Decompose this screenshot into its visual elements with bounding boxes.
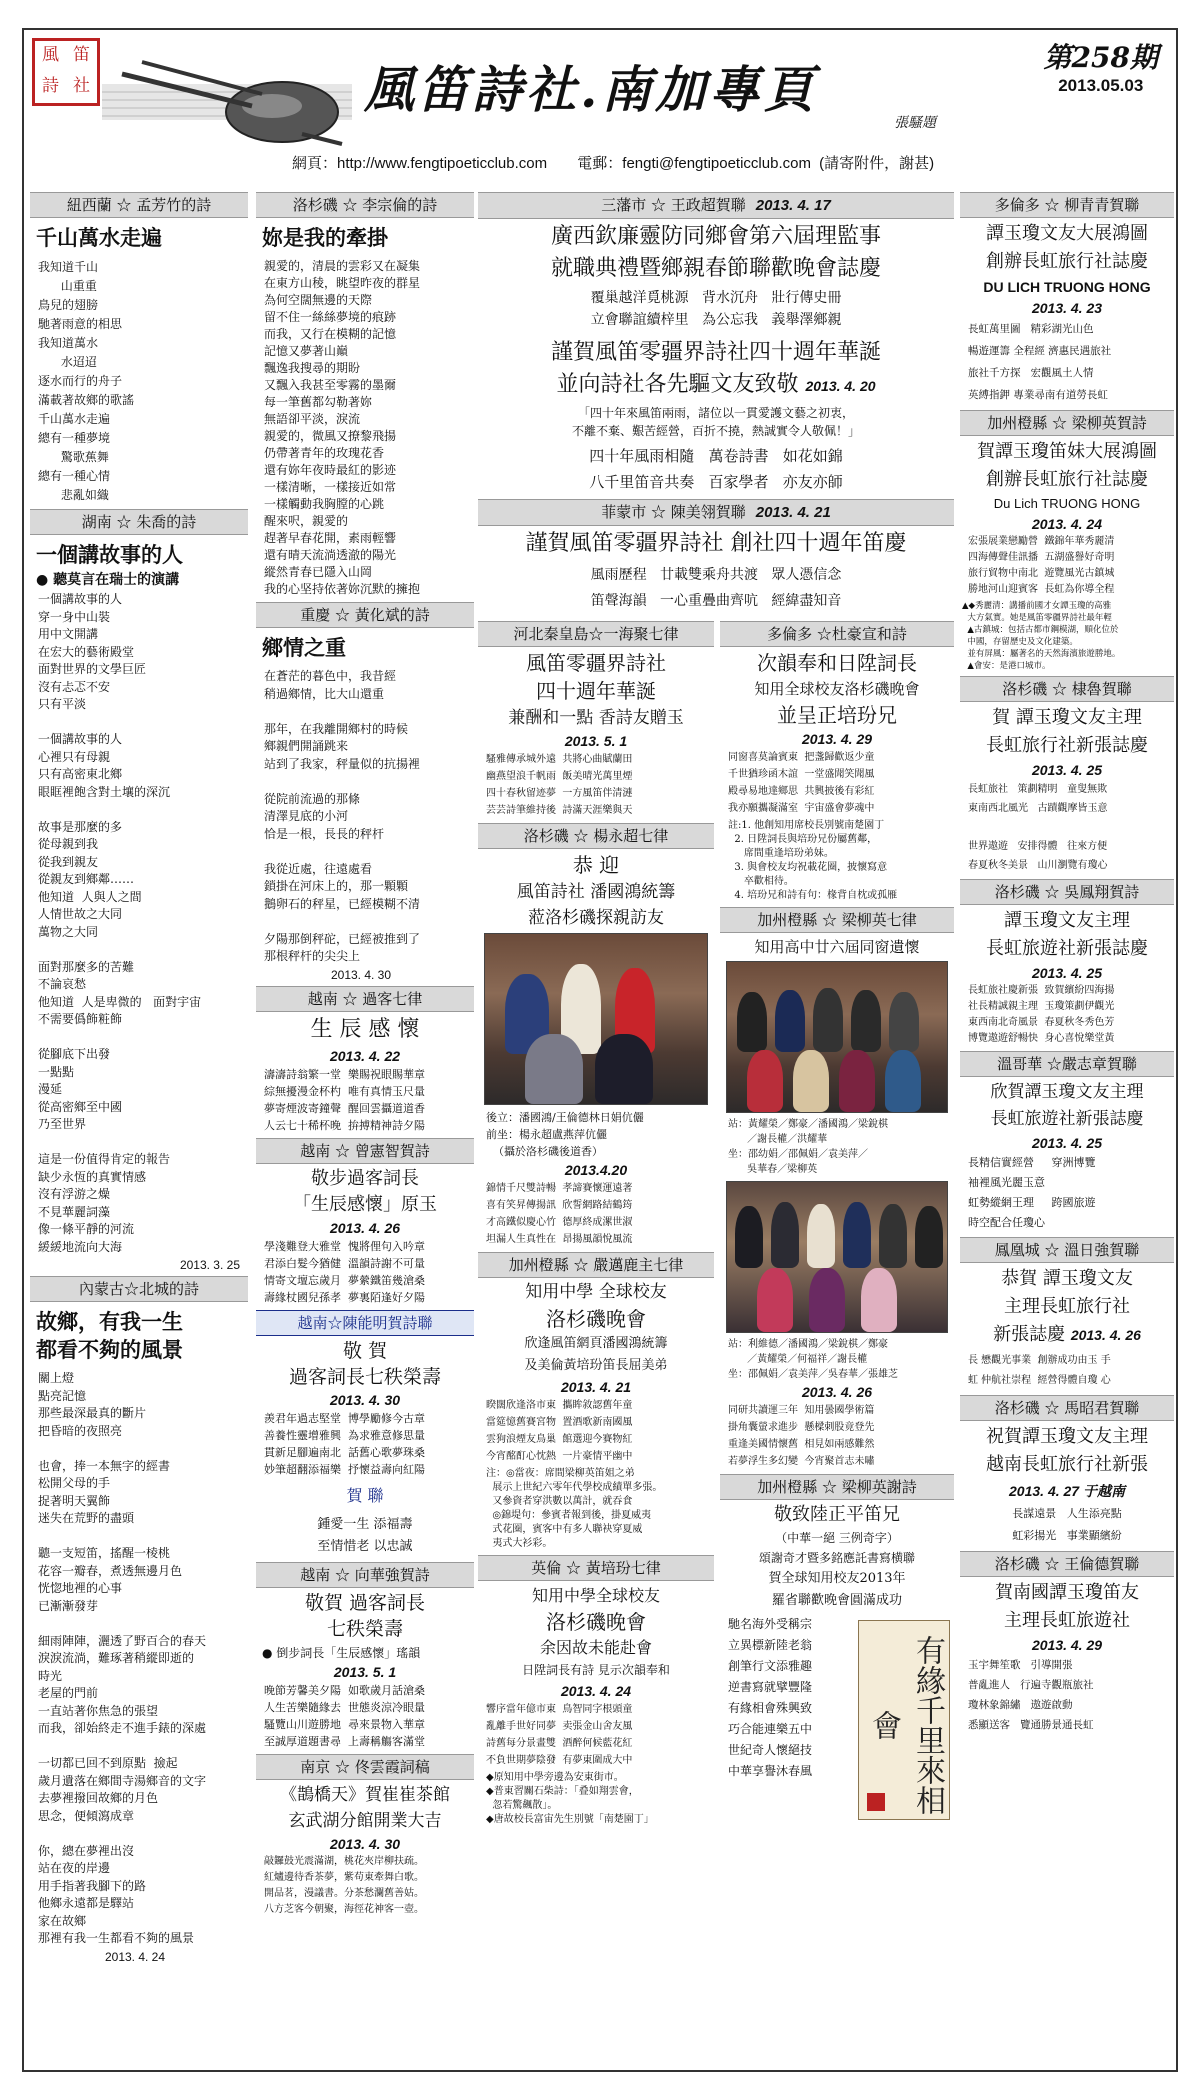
person-figure [525,1034,583,1104]
poem-date: 2013. 4. 30 [329,1835,401,1852]
section-header: 溫哥華 ☆嚴志章賀聯 [960,1051,1174,1077]
couplet-date: 2013. 4. 29 [1031,1637,1103,1653]
section-header: 越南 ☆ 曾憲智賀詩 [256,1138,474,1164]
seal-char: 笛 [73,45,90,65]
poem-date: 2013. 5. 1 [564,733,628,749]
couplet-title: 賀 譚玉瓊文友主理 [992,707,1142,728]
poem-subtitle: 長虹旅遊社新張誌慶 [986,938,1148,959]
sub-column-right [720,617,954,1834]
poem-title: 敬致陸正平笛兄 [774,1504,900,1525]
photo-caption: 站：利維德／潘國鴻／梁銳棋／鄭豪 ／黃耀榮／何福祥／謝長權 坐：邵佩娟／袁美萍／吳春華／張雄芝 [728,1339,898,1380]
couplet-subtitle: 主理長虹旅行社 [1004,1296,1130,1317]
couplet-body: 長精信實經營 穿洲博覽 袖裡風光麗玉意 虹勢縱網王理 跨國旅遊 時空配合任瓊心 [968,1156,1096,1229]
club-seal [32,38,100,106]
person-figure [915,1206,943,1268]
email-note: (請寄附件，謝甚) [819,155,935,172]
poem-date: 2013. 4. 24 [560,1683,632,1699]
poem-date: 2013. 4. 24 [104,1949,166,1964]
poem-body: 敲鑼鼓光震滿湖，桃花夾岸柳扶疏。 紅爐邊待香茶夢，紫苟東牽舞白歌。 開品茗，漫議書。分茶愁瀾舊善姑。 八方芝客今朝聚，海徑花神客一壺。 [264,1855,424,1915]
couplet-date: 2013. 4. 20 [805,378,876,394]
person-figure [851,990,881,1052]
section-header: 紐西蘭 ☆ 孟芳竹的詩 [30,192,248,218]
poem-subtitle: ● 聽莫言在瑞士的演講 [36,572,180,588]
issue-number: 第258期 [1043,41,1158,74]
poem-body: 濤濤詩翁繁一堂 樂賜祝眼賜華章 綜無擾漫金杯杓 唯有真情玉尺量 夢寄煙波寄鐘聲 醒回雲攝道道香 人云七十稀杯晚 拚搏精神詩夕陽 [264,1067,425,1132]
poem-body: 宏張展業戀勵營 鐵錦年華秀麗清 四海傳聲佳訊播 五湖盛譽好奇明 旅行貿物中南北 遊覽風光古鎮城 勝地河山迎賓客 長虹為你導全程 [968,536,1115,595]
red-seal-stamp [867,1793,885,1811]
poem-title: 一個講故事的人 [36,542,183,567]
couplet-title [478,371,954,400]
couplet-body: 長謀遠景 人生添亮點 虹彩揚光 事業顯繽紛 [1012,1507,1122,1542]
person-figure [747,1050,783,1112]
column-3 [478,188,954,1834]
person-figure [861,1268,897,1332]
poem-date: 2013. 4. 30 [330,967,392,982]
header-author: 菲蒙市 ☆ 陳美翎賀聯 [601,503,746,521]
person-figure [757,1268,793,1332]
column-1 [30,188,248,1964]
poem-body: 親愛的，清晨的雲彩又在凝集 在東方山稜，眺望昨夜的群星 為何空闊無邊的天際 留不住一絲絲夢境的痕跡 而我，又行在模糊的記憶 記憶又夢著山巔 飄逸我搜尋的期盼 又飄入我甚至零霧的墨爾 每一筆舊都勾勒著妳 無語卻平淡，淚流 親愛的，微風又撩黎飛揚 仍帶著青年的玫瑰花香 還有妳年夜時最紅的影迹 一樣清晰，一樣接近如常 一樣觸動我胸膛的心跳 醒來呎，親愛的 趕著早春花開，素雨輕響 還有晴天流淌透澈的陽光 縱然青春已隱入山岡 我的心坚持依著妳沉默的擁抱 [264,259,421,596]
section-header: 加州橙縣 ☆ 梁柳英七律 [720,907,954,933]
poem-body: 在蒼茫的暮色中，我昔經 稍過鄉情，比大山還重 那年，在我離開鄉村的時候 鄉親們開誦跳来 站到了我家，秤量似的抗揚裡 從院前流過的那條 清澤見底的小河 恰是一根，長長的秤杆 我從近處，往遠處看 鎖掛在河床上的，那一顆顆 鵝卵石的秤星，已經模糊不清 夕陽那倒秤砣，已經被推到了 那根秤杆的尖尖上 [264,669,421,963]
poem-date: 2013. 4. 29 [801,731,873,747]
poem-notes: 注：◎當夜：席間梁柳英笛姐之弟 展示上世紀六零年代學校成績單多張。 又參資者穿洪數以萬計，就吞食 ◎錦堤句：參賓者報到後，掛夏威夷 式花圈，賓客中有多人聯袂穿夏威 夷式大衫彩。 [486,1468,663,1549]
couplet-subtitle [960,1323,1174,1347]
poem-note: ● 倒步詞長「生辰感懷」瑤韻 [262,1645,421,1660]
two-column-block [478,617,954,1834]
bagpipe-illustration [102,54,352,146]
couplet-date: 2013. 4. 26 [1070,1327,1141,1343]
poem-title: 生 辰 感 懷 [310,1016,420,1042]
seal-char: 風 [42,45,59,65]
couplet-latin-name: DU LICH TRUONG HONG [983,279,1151,295]
person-figure [793,1050,829,1112]
poem-subtitle: 兼酬和一點 香詩友贈玉 [508,708,684,728]
poem-notes: 註:1. 他創知用席校長別號南楚園丁 2. 日陞詞長與培玢兄份屬舊鄰， 席間重逢培玢弟妹。 3. 與會校友均祝載花圈，披懷寫意 卒歡相待。 4. 培玢兄和詩有句：椽背自枕或孤雁 [728,820,898,901]
couplet-subtitle: 長虹旅行社新張誌慶 [986,735,1148,756]
poem-latin-name: Du Lich TRUONG HONG [993,496,1141,511]
group-photo [726,961,948,1113]
person-figure [737,992,767,1052]
poem-subtitle: 並呈正培玢兄 [777,703,897,727]
couplet-title: 謹賀風笛零疆界詩社四十週年華誕 [550,340,881,365]
poem-notes: ◆原知用中學旁邊為安東街市。 ◆普東習關石柴詩：「叠如翔雲會， 忽若驚飆散」。 ◆唐故校長富宙先生別號「南楚園丁」 [486,1772,654,1825]
poem-title: 譚玉瓊文友主理 [1004,910,1130,931]
poem-body: 晚節芳馨美夕陽 如歌歲月話滄桑 人生苦樂隨緣去 世態炎涼冷眼量 騷覽山川遊勝地 尋來景物入華章 至誠厚道題書尋 上壽稱觴客滿堂 [264,1683,425,1748]
website-link[interactable]: 網頁：http://www.fengtipoeticclub.com [292,155,548,172]
poem-subtitle: 蒞洛杉磯探親訪友 [528,908,664,928]
poem-date: 2013. 4. 21 [560,1379,632,1395]
newspaper-page [22,28,1178,2072]
poem-date: 2013. 4. 25 [1031,965,1103,981]
poem-title: 知用高中廿六屆同窗遺懷 [754,938,920,956]
email-link[interactable]: 電郵：fengti@fengtipoeticclub.com [577,155,811,172]
poem-subtitle: 過客詞長七秩榮壽 [288,1365,441,1388]
poem-body: 羨君年過志堅堂 博學勵修今古章 善養性靈增雅興 為求雅意修思量 貫新足腳遍南北 話舊心歌夢珠桑 妙筆超翻添福樂 抒懷益壽向紅陽 [264,1411,425,1476]
poem-date: 2013. 3. 25 [179,1258,240,1272]
poem-with-scroll [720,1614,954,1834]
group-photo [484,933,708,1105]
section-header: 鳳凰城 ☆ 溫日強賀聯 [960,1237,1174,1263]
section-header: 多倫多 ☆ 柳青青賀聯 [960,192,1174,218]
couplet-date: 2013. 4. 25 [1031,1135,1103,1151]
group-photo [726,1181,948,1333]
poem-subtitle: 知用全球校友洛杉磯晚會 [754,680,920,698]
issue-date: 2013.05.03 [1058,76,1144,95]
couplet-title: 恭賀 譚玉瓊文友 [1001,1268,1133,1289]
poem-date: 2013. 4. 24 [1031,516,1103,532]
poem-subtitle: 頌謝奇才暨多銘應託書寫横聯 [758,1551,915,1565]
couplet-title: 廣西欽廉靈防同鄉會第六屆理監事 [550,224,881,249]
poem-subtitle: 羅省聯歡晚會圓滿成功 [771,1593,902,1608]
masthead [24,30,1176,152]
couplet-date: 2013. 4. 23 [1031,300,1103,316]
couplet-body: 長虹萬里圖 精彩湖光山色 暢遊運籌 全程經 濟惠民遇旅社 旅社千方探 宏觀風土人情 英縛指鉀 專業尋南有道勞長虹 [968,323,1112,401]
section-header: 越南 ☆ 向華強賀詩 [256,1562,474,1588]
person-figure [879,1204,907,1268]
couplet-title: 賀 聯 [346,1485,384,1505]
header-author: 三藩市 ☆ 王政超賀聯 [601,196,746,214]
section-header: 洛杉磯 ☆ 馬昭君賀聯 [960,1395,1174,1421]
poem-body: 騷雅傳承城外遠 共將心曲賦蘭田 幽燕望浪千帆雨 飯美晴光萬里煙 四十春秋留迹夢 一方風笛伴清漣 芸芸詩筆維持後 詩滿天涯樂與天 [486,754,633,816]
section-header: 加州橙縣 ☆ 梁柳英賀詩 [960,410,1174,436]
poem-body: 同研共讀運三年 知用曇國學術篇 掛角囊螢求進步 懸樑刺股竟登先 重逢美國情懷舊 相見如兩感難然 若夢浮生多幻變 今宵聚首志未嘯 [728,1405,875,1467]
person-figure [813,988,843,1052]
poem-date: 2013. 4. 26 [329,1219,401,1236]
person-figure [843,1202,871,1268]
title-signature: 張騷題 [894,115,936,131]
poem-title: 敬步過客詞長 [311,1167,419,1189]
poem-subtitle: 洛杉磯晚會 [546,1610,646,1634]
poem-body: 我知道千山 山重重 鳥兒的翅膀 馳著雨意的相思 我知道萬水 水迢迢 逐水而行的舟子 滿載著故鄉的歌謠 千山萬水走遍 總有一種夢境 驚歌蕉舞 總有一種心情 悲亂如織 [38,260,135,502]
poem-date: 2013.4.20 [564,1162,628,1178]
poem-date: 2013. 4. 22 [329,1047,401,1064]
person-figure [771,1202,799,1268]
contact-line [292,152,1172,173]
masthead-title: 風笛詩社.南加專頁 [364,60,818,119]
couplet-title-text: 並向詩社各先驅文友致敬 [556,372,799,397]
couplet-title: 就職典禮暨鄉親春節聯歡晚會誌慶 [550,256,881,281]
calligraphy-scroll [858,1620,950,1820]
column-2 [256,188,474,1920]
section-header: 重慶 ☆ 黃化斌的詩 [256,602,474,628]
section-header: 南京 ☆ 佟雲霞詞稿 [256,1754,474,1780]
poem-title: 次韻奉和日陞詞長 [757,651,917,675]
poem-subtitle: 日陞詞長有詩 見示次韻奉和 [522,1663,670,1677]
section-header: 洛杉磯 ☆ 棣魯賀聯 [960,676,1174,702]
poem-subtitle: 欣逢風笛網頁潘國鴻統籌 [524,1336,668,1351]
couplet-body: 鍾愛一生 添福壽 至情惜老 以忠誠 [317,1516,413,1554]
poem-title: 千山萬水走遍 [36,225,162,250]
couplet-subtitle: 長虹旅遊社新張誌慶 [990,1109,1144,1129]
section-header: 洛杉磯 ☆ 王倫德賀聯 [960,1551,1174,1577]
poem-body: 錦情千尺雙詩暢 孝諦賽懷運遠著 喜有笑昇傳揚訊 欣誓網路結鶴筠 才高鐵似慶心竹 德厚終成漯世淑 坦漏人生真性在 昂揚風韻悅風流 [486,1183,633,1245]
section-header: 洛杉磯 ☆ 吳鳳翔賀詩 [960,879,1174,905]
poem-title: 知用中學全球校友 [531,1586,660,1605]
couplet-body: 玉宇舞笙歌 引導開張 普亂進人 行遍寺觀瓶旅社 瓊林象錦繡 遨遊啟動 悉顯送客 覽通勝景通長虹 [968,1659,1094,1731]
poem-body: 關上燈 點亮記憶 那些最深最真的斷片 把昏暗的夜照亮 也會，捧一本無字的經書 松開父母的手 捉著明天翼飾 迷失在荒野的盡頭 聽一支短笛，搖醒一棱桃 花容一瓣春，煮透無邊月色 恍惚地裡的心事 已漸漸發芽 細雨陣陣，灑透了野百合的春天 淚淚流淌，難琢著稍縱即逝的 時光 老屋的門前 一直站著你焦急的張望 而我，卻始終走不進手錶的深處 一切都已回不到原點 撿起 歲月遺落在鄉間寺湯鄉音的文字 去夢裡撥回故鄉的月色 思念，便傾瀉成章 你，總在夢裡出沒 站在夜的岸邊 用手指著我腳下的路 他鄉永遠都是驛站 家在故鄉 那裡有我一生都看不夠的風景 [38,1371,207,1945]
section-header [478,192,954,219]
section-header: 越南 ☆ 過客七律 [256,986,474,1012]
section-header [478,499,954,526]
couplet-body: 覆巢越洋覓桃源 背水沉舟 壯行傳史冊 立會聯誼續梓里 為公忘我 義舉澤鄉親 [590,290,842,328]
section-header: 加州橙縣 ☆ 嚴邁鹿主七律 [478,1252,714,1278]
section-header: 越南☆陳能明賀詩聯 [256,1310,474,1336]
couplet-subtitle-text: 新張誌慶 [993,1324,1066,1345]
seal-char: 詩 [42,76,59,96]
couplet-body: 風雨歷程 廿載雙乘舟共渡 眾人憑信念 笛聲海韻 一心重疊曲齊吭 經緯盡知音 [590,567,842,609]
header-date: 2013. 4. 17 [755,197,831,214]
couplet-body: 長 懋觀光事業 創辦成功由玉 手 虹 仲航社崇程 經營得體自瓊 心 [968,1355,1111,1386]
seal-char: 社 [73,76,90,96]
section-header: 加州橙縣 ☆ 梁柳英謝詩 [720,1474,954,1500]
person-figure [885,1050,921,1112]
person-figure [809,1268,845,1332]
couplet-title: 譚玉瓊文友大展鴻圖 [986,223,1148,244]
poem-body: 學淺難登大雅堂 愧將俚句入吟章 君添白髮今猶健 溫韻詩謝不可量 情寄文壇忘歲月 夢縈鐵笛幾滄桑 壽緣杖國兒孫孝 夢裏陌逢好夕陽 [264,1239,425,1304]
couplet-subtitle: 主理長虹旅遊社 [1004,1610,1130,1631]
poem-title: 賀譚玉瓊笛妹大展鴻圖 [977,441,1157,462]
couplet-date: 2013. 4. 25 [1031,762,1103,778]
poem-title: 妳是我的牽掛 [262,225,388,250]
poem-title: 《鵲橋天》賀崔崔茶館 [280,1784,450,1805]
poem-subtitle: 余因故未能赴會 [539,1638,652,1657]
couplet-date: 2013. 4. 27 于越南 [1009,1483,1125,1499]
poem-subtitle: 「生辰感懷」原玉 [293,1193,437,1215]
issue-info [1044,36,1158,96]
couplet-title: 賀南國譚玉瓊笛友 [995,1582,1139,1603]
person-figure [775,990,805,1052]
poem-date: 2013. 4. 30 [329,1391,401,1408]
couplet-subtitle: 越南長虹旅行社新張 [986,1454,1148,1475]
person-figure [735,1206,763,1268]
poem-date: 2013. 4. 26 [801,1384,873,1400]
poem-body: 睽闊欣逢洛市東 攜眸敘認舊年童 當筵憶舊賽宮物 置酒歌新南國風 雲狗浪煙友鳥巢 館選迎今賽物紅 今宵酩酊心忱熱 一片豪情平幽中 [486,1400,633,1462]
section-header: 多倫多 ☆杜豪宣和詩 [720,621,954,647]
poem-notes: ▲◆秀麗清：講播前國才女譚玉瓊的高雅 大方氣實。她是風笛零疆界詩社最年輕 ▲古鎮城：包括古都市鋼模湖，順化位於 中國，存留歷史及文化建築。 並有屏風：屬著名的天然海濱旅遊勝地。 ▲會安：是港口城市。 [962,601,1121,671]
couplet-title: 欣賀譚玉瓊文友主理 [990,1082,1144,1102]
header-date: 2013. 4. 21 [755,504,831,521]
photo-caption: 後立：潘國鴻/王倫德林日娟伉儷 前坐：楊永超盧燕萍伉儷 （攝於洛杉磯後道香） [486,1111,644,1158]
poem-subtitle: 及美倫黃培玢笛長屈美弟 [524,1358,668,1373]
poem-body: 同窗喜莫論賓東 把盞歸歡返少童 千世猶珍函木誼 一堂盛聞笑聞風 殿尋易地達鄉思 共興披後有彩紅 我亦願攜凝滿室 宇宙盛會夢魂中 [728,752,875,814]
section-header: 英倫 ☆ 黃培玢七律 [478,1555,714,1581]
section-header: 湖南 ☆ 朱喬的詩 [30,509,248,535]
person-figure [889,992,919,1052]
column-4 [960,188,1174,1737]
poem-subtitle: 玄武湖分館開業大吉 [288,1810,442,1831]
poem-title: 風笛零疆界詩社 [526,651,666,675]
person-figure [595,1034,653,1104]
calligraphy-text: 有緣千里來相會 [866,1635,945,1815]
section-header: 洛杉磯 ☆ 楊永超七律 [478,823,714,849]
poem-date: 2013. 5. 1 [333,1663,397,1680]
poem-body: 馳名海外受稱宗 立異標新陸老翁 創筆行文添雅趣 逆書寫就擘豐隆 有緣相會殊興致 巧合能連樂五中 世紀奇人懷絕技 中華享譽沐春風 [728,1617,813,1778]
poem-body: 響序當年億市東 鳥智同字根頭童 亂離手世好同夢 卖張金山舍友風 詩舊每分景畫雙 酒醉何候藍花紅 不負世期夢陰發 有夢東圍成大中 [486,1704,633,1766]
poem-subtitle: 創辦長虹旅行社誌慶 [986,469,1148,490]
person-figure [839,1050,875,1112]
poem-title: 恭 迎 [572,853,620,877]
sub-column-left [478,617,714,1834]
poem-title: 知用中學 全球校友 [525,1282,667,1302]
section-header: 河北秦皇島☆一海聚七律 [478,621,714,647]
poem-subtitle: 洛杉磯晚會 [546,1307,646,1331]
poem-body: 長虹旅社慶新張 致賀繽紛四海揚 社長精誠親主理 玉瓊策劃伊觀光 東西南北奇風景 春夏秋冬秀色芳 博覽遨遊舒暢快 身心喜悅樂堂黃 [968,985,1115,1044]
poem-subtitle: 七秩榮壽 [326,1617,403,1640]
poem-title: 敬賀 過客詞長 [304,1591,426,1614]
couplet-subtitle: 創辦長虹旅行社誌慶 [986,251,1148,272]
section-header: 洛杉磯 ☆ 李宗倫的詩 [256,192,474,218]
poem-subtitle: （中華一絕 三例奇字） [775,1531,899,1545]
couplet-preface: 「四十年來風笛兩雨，諸位以一貫愛護文藝之初衷， 不離不棄、艱苦經營，百折不撓，熱誠實令人敬佩！」 [571,406,860,438]
couplet-body: 長虹旅社 策劃精明 童叟無欺 東南西北風光 古蹟觀摩皆玉意 世界遨遊 安排得體 往來方便 春夏秋冬美景 山川瀏覽有瓊心 [968,784,1108,871]
couplet-title: 謹賀風笛零疆界詩社 創社四十週年笛慶 [525,531,907,556]
person-figure [807,1204,835,1268]
couplet-body: 四十年風雨相隨 萬卷詩書 如花如錦 八千里笛音共奏 百家學者 亦友亦師 [589,447,843,491]
poem-subtitle: 四十週年華誕 [536,679,656,703]
poem-subtitle: 賀全球知用校友2013年 [768,1571,906,1586]
poem-subtitle: 風笛詩社 潘國鴻統籌 [516,882,676,902]
section-header: 內蒙古☆北城的詩 [30,1276,248,1302]
poem-title: 故鄉，有我一生 都看不夠的風景 [36,1309,183,1362]
poem-title: 鄉情之重 [262,635,346,660]
couplet-title: 祝賀譚玉瓊文友主理 [986,1426,1148,1447]
photo-caption: 站：黃耀榮／鄭豪／潘國鴻／梁銳棋 ／謝長權／洪耀華 坐：邵幼娟／邵佩娟／袁美萍／ 吳華春／梁柳英 [728,1119,888,1175]
poem-title: 敬 賀 [342,1339,388,1362]
poem-body: 一個講故事的人 穿一身中山裝 用中文開講 在宏大的藝術殿堂 面對世界的文學巨匠 沒有忐忑不安 只有平淡 一個講故事的人 心裡只有母親 只有高密東北鄉 眼眶裡飽含對土壤的深沉 故事是那麼的多 從母親到我 從我到親友 從親友到鄉鄰…… 他知道 人與人之間 人情世故之大同 萬物之大同 面對那麼多的苦難 不論哀愁 他知道 人是卑微的 面對宇宙 不需要僞飾粧飾 從腳底下出發 一點點 漫延 從高密鄉至中國 乃至世界 這是一份值得肯定的報告 缺少永恆的真實情感 沒有浮游之燥 不見華麗詞藻 像一條平靜的河流 緩緩地流向大海 [38,592,202,1254]
